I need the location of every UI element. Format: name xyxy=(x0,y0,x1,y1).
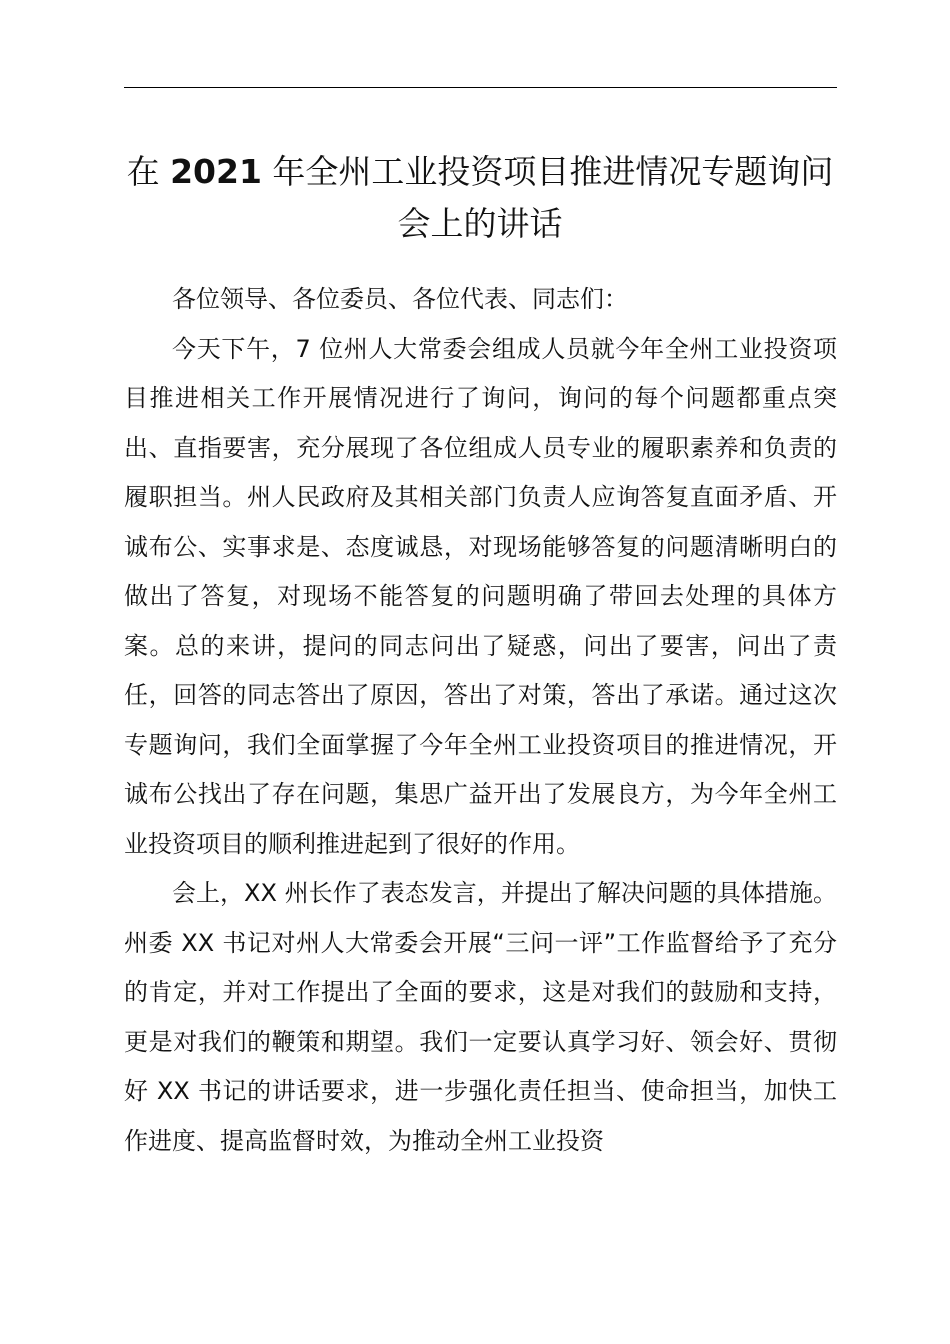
paragraph-2: 会上，XX 州长作了表态发言，并提出了解决问题的具体措施。州委 XX 书记对州人大常委会开展“三问一评”工作监督给予了充分的肯定，并对工作提出了全面的要求，这是对我们的鼓励和支持，更是对我们的鞭策和期望。我们一定要认真学习好、领会好、贯彻好 XX 书记的讲话要求，进一步强化责任担当、使命担当，加快工作进度、提高监督时效，为推动全州工业投资 xyxy=(124,879,837,1155)
title-year: 2021 xyxy=(170,152,262,191)
paragraph-1: 今天下午，7 位州人大常委会组成人员就今年全州工业投资项目推进相关工作开展情况进行了询问，询问的每个问题都重点突出、直指要害，充分展现了各位组成人员专业的履职素养和负责的履职担当。州人民政府及其相关部门负责人应询答复直面矛盾、开诚布公、实事求是、态度诚恳，对现场能够答复的问题清晰明白的做出了答复，对现场不能答复的问题明确了带回去处理的具体方案。总的来讲，提问的同志问出了疑惑，问出了要害，问出了责任，回答的同志答出了原因，答出了对策，答出了承诺。通过这次专题询问，我们全面掌握了今年全州工业投资项目的推进情况，开诚布公找出了存在问题，集思广益开出了发展良方，为今年全州工业投资项目的顺利推进起到了很好的作用。 xyxy=(124,334,837,858)
document-body xyxy=(124,275,837,1166)
salutation: 各位领导、各位委员、各位代表、同志们： xyxy=(172,285,628,313)
title-suffix: 年全州工业投资项目推进情况专题询问会上的讲话 xyxy=(261,152,834,243)
header-rule xyxy=(124,87,837,88)
document-title xyxy=(118,146,842,250)
title-prefix: 在 xyxy=(126,152,171,191)
